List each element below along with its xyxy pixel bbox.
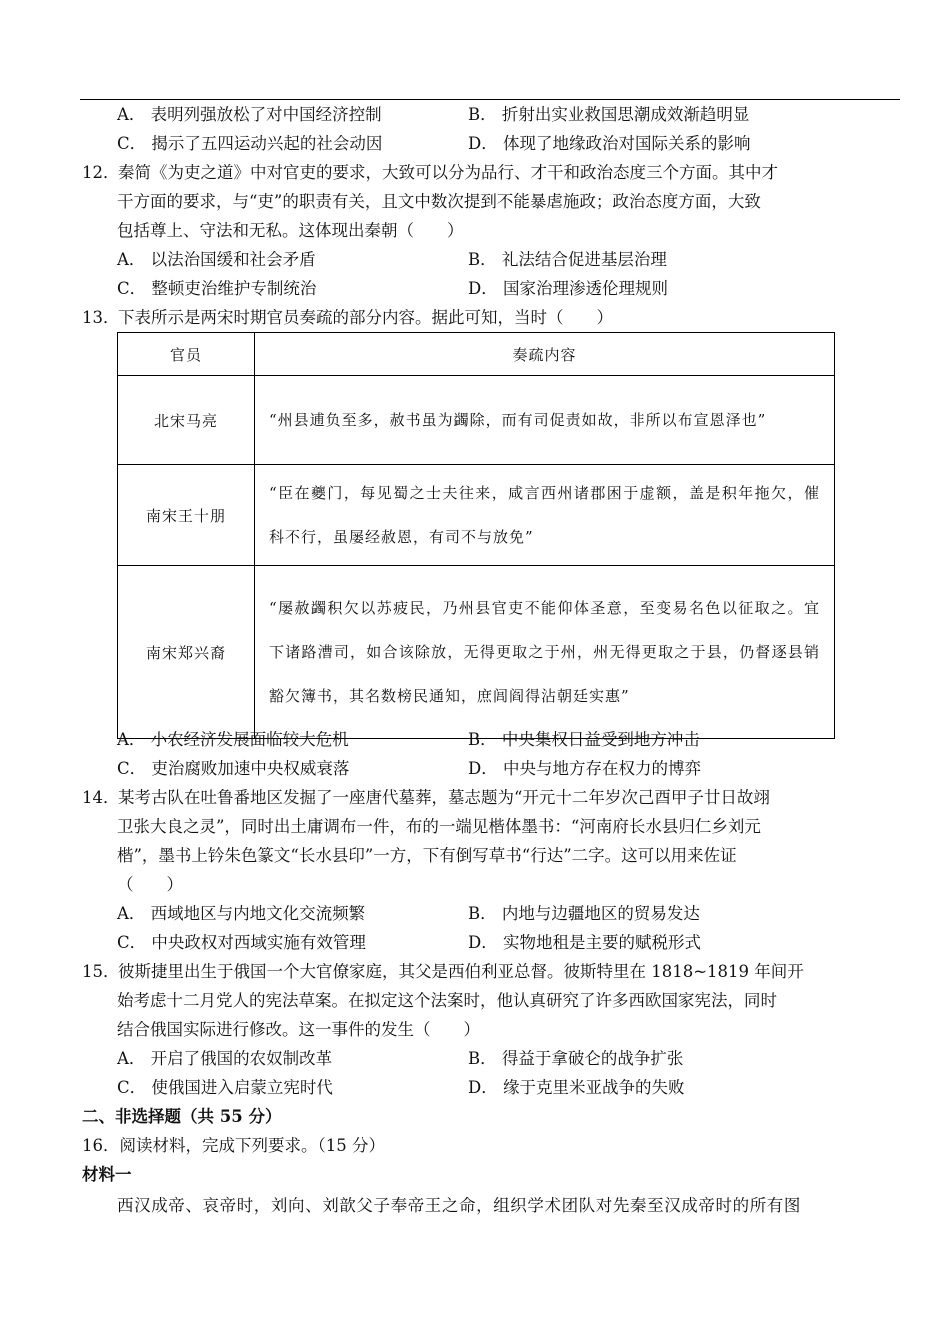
q13-stem: [82, 304, 613, 332]
row1-content: “州县逋负至多，赦书虽为蠲除，而有司促责如故，非所以布宣恩泽也”: [255, 376, 835, 465]
q11-option-a[interactable]: A． 表明列强放松了对中国经济控制: [117, 105, 382, 124]
q15-stem-line1: [82, 958, 804, 986]
q12-stem-line2: 干方面的要求，与“吏”的职责有关，且文中数次提到不能暴虐施政；政治态度方面，大致: [117, 192, 761, 211]
header-rule: [80, 99, 900, 100]
q12-stem-line3: 包括尊上、守法和无私。这体现出秦朝（ ）: [117, 221, 464, 240]
q16-prompt: 16．阅读材料，完成下列要求。（15 分）: [82, 1136, 385, 1155]
q12-option-d[interactable]: D． 国家治理渗透伦理规则: [468, 279, 668, 298]
q14-stem-line1: [82, 784, 770, 812]
row2-content: “臣在夔门，每见蜀之士夫往来，咸言西州诸郡困于虚额，盖是积年拖欠，催科不行，虽屡经赦恩，有司不与放免”: [255, 465, 835, 566]
q12-number: 12．: [82, 163, 120, 182]
q14-option-b[interactable]: B． 内地与边疆地区的贸易发达: [468, 904, 700, 923]
row2-official: 南宋王十朋: [118, 465, 255, 566]
q13-option-a[interactable]: A． 小农经济发展面临较大危机: [117, 730, 349, 749]
q13-option-d[interactable]: D． 中央与地方存在权力的博弈: [468, 759, 701, 778]
q11-option-d[interactable]: D． 体现了地缘政治对国际关系的影响: [468, 134, 751, 153]
memorial-table: [117, 332, 835, 739]
q13-number: 13．: [82, 308, 120, 327]
table-header-row: [118, 333, 835, 376]
q15-stem-line2: 始考虑十二月党人的宪法草案。在拟定这个法案时，他认真研究了许多西欧国家宪法，同时: [117, 991, 777, 1010]
q12-option-b[interactable]: B． 礼法结合促进基层治理: [468, 250, 667, 269]
q14-stem-line3: 楷”，墨书上钤朱色篆文“长水县印”一方，下有倒写草书“行达”二字。这可以用来佐证: [117, 846, 737, 865]
q12-text-1: 秦简《为吏之道》中对官吏的要求，大致可以分为品行、才干和政治态度三个方面。其中才: [118, 163, 778, 182]
section-title: 二、非选择题（共 55 分）: [82, 1107, 282, 1126]
q14-option-d[interactable]: D． 实物地租是主要的赋税形式: [468, 933, 701, 952]
table-row: [118, 566, 835, 739]
q15-option-a[interactable]: A． 开启了俄国的农奴制改革: [117, 1049, 333, 1068]
q11-option-c[interactable]: C． 揭示了五四运动兴起的社会动因: [117, 134, 383, 153]
q12-option-a[interactable]: A． 以法治国缓和社会矛盾: [117, 250, 316, 269]
q14-stem-line4: （ ）: [117, 875, 183, 894]
q12-stem-line1: [82, 159, 778, 187]
q14-option-c[interactable]: C． 中央政权对西域实施有效管理: [117, 933, 366, 952]
q15-stem-line3: 结合俄国实际进行修改。这一事件的发生（ ）: [117, 1020, 480, 1039]
header-official: 官员: [118, 333, 255, 376]
q13-option-c[interactable]: C． 吏治腐败加速中央权威衰落: [117, 759, 350, 778]
q15-option-c[interactable]: C． 使俄国进入启蒙立宪时代: [117, 1078, 333, 1097]
q15-option-d[interactable]: D． 缘于克里米亚战争的失败: [468, 1078, 685, 1097]
material1-text: 西汉成帝、哀帝时，刘向、刘歆父子奉帝王之命，组织学术团队对先秦至汉成帝时的所有图: [117, 1196, 801, 1215]
row3-content: “屡赦蠲积欠以苏疲民，乃州县官吏不能仰体圣意，至变易名色以征取之。宜下诸路漕司，如合该除放，无得更取之于州，州无得更取之于县，仍督逐县销豁欠簿书，其名数榜民通知，庶闾阎得沾朝廷实惠”: [255, 566, 835, 739]
header-content: 奏疏内容: [255, 333, 835, 376]
q14-number: 14．: [82, 788, 120, 807]
q14-option-a[interactable]: A． 西域地区与内地文化交流频繁: [117, 904, 366, 923]
q14-text-1: 某考古队在吐鲁番地区发掘了一座唐代墓葬，墓志题为“开元十二年岁次己酉甲子廿日故翊: [118, 788, 770, 807]
q14-stem-line2: 卫张大良之灵”，同时出土庸调布一件，布的一端见楷体墨书：“河南府长水县归仁乡刘元: [117, 817, 761, 836]
q15-text-1: 彼斯捷里出生于俄国一个大官僚家庭，其父是西伯利亚总督。彼斯特里在 1818~1819 年间开: [118, 962, 804, 981]
q12-option-c[interactable]: C． 整顿吏治维护专制统治: [117, 279, 317, 298]
q11-option-b[interactable]: B． 折射出实业救国思潮成效渐趋明显: [468, 105, 750, 124]
q13-option-b[interactable]: B． 中央集权日益受到地方冲击: [468, 730, 700, 749]
q15-number: 15．: [82, 962, 120, 981]
table-row: [118, 376, 835, 465]
q13-text: 下表所示是两宋时期官员奏疏的部分内容。据此可知，当时（ ）: [118, 308, 613, 327]
q15-option-b[interactable]: B． 得益于拿破仑的战争扩张: [468, 1049, 684, 1068]
row1-official: 北宋马亮: [118, 376, 255, 465]
row3-official: 南宋郑兴裔: [118, 566, 255, 739]
table-row: [118, 465, 835, 566]
material1-label: 材料一: [82, 1165, 132, 1184]
